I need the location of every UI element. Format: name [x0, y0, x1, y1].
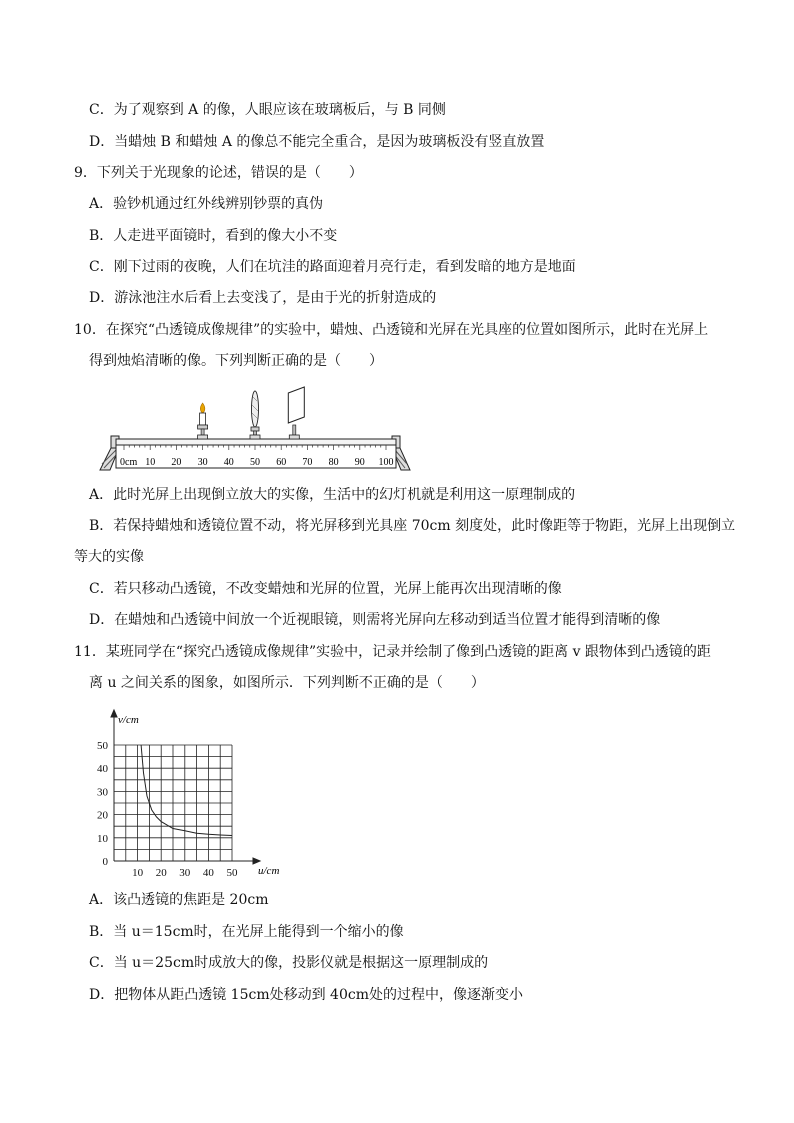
q9-stem: 9．下列关于光现象的论述，错误的是（ ） — [74, 165, 363, 181]
x-axis-label: u/cm — [258, 865, 280, 877]
bench-scale-label: 100 — [378, 457, 394, 468]
q10-option-b-line2: 等大的实像 — [74, 549, 144, 565]
q10-stem-line2: 得到烛焰清晰的像。下列判断正确的是（ ） — [89, 353, 383, 369]
q10-option-a: A．此时光屏上出现倒立放大的实像，生活中的幻灯机就是利用这一原理制成的 — [89, 487, 576, 503]
q10-option-c: C．若只移动凸透镜，不改变蜡烛和光屏的位置，光屏上能再次出现清晰的像 — [89, 581, 562, 597]
q9-option-d: D．游泳池注水后看上去变浅了，是由于光的折射造成的 — [89, 290, 437, 306]
x-axis-arrow-icon — [253, 858, 260, 864]
flame-icon — [200, 403, 205, 413]
v-u-curve — [141, 745, 232, 836]
q9-option-a: A．验钞机通过红外线辨别钞票的真伪 — [89, 196, 324, 212]
y-tick-label: 40 — [97, 763, 108, 776]
q10-stem-line1: 10．在探究“凸透镜成像规律”的实验中，蜡烛、凸透镜和光屏在光具座的位置如图所示，此时在光屏上 — [74, 322, 709, 338]
x-tick-label: 40 — [202, 867, 214, 879]
y-tick-label: 0 — [102, 856, 108, 868]
bench-unit-label: 0cm — [120, 457, 138, 468]
bench-scale-label: 60 — [276, 457, 287, 468]
q10-option-d: D．在蜡烛和凸透镜中间放一个近视眼镜，则需将光屏向左移动到适当位置才能得到清晰的像 — [89, 612, 661, 628]
x-tick-label: 10 — [132, 867, 144, 879]
x-tick-label: 50 — [226, 867, 238, 879]
bench-scale-label: 50 — [250, 457, 260, 468]
bench-scale-label: 70 — [302, 457, 313, 468]
convex-lens — [250, 391, 260, 439]
x-tick-label: 30 — [179, 867, 191, 879]
q8-option-d: D．当蜡烛 B 和蜡烛 A 的像总不能完全重合，是因为玻璃板没有竖直放置 — [89, 134, 545, 150]
v-u-graph — [90, 704, 290, 884]
bench-scale-label: 80 — [328, 457, 339, 468]
x-tick-labels — [132, 867, 238, 879]
q11-option-a: A．该凸透镜的焦距是 20cm — [89, 892, 269, 908]
graph-grid — [114, 745, 232, 861]
q10-option-b-line1: B．若保持蜡烛和透镜位置不动，将光屏移到光具座 70cm 刻度处，此时像距等于物距，光屏上出现倒立 — [89, 518, 736, 534]
bench-scale-label: 40 — [223, 457, 234, 468]
q11-option-d: D．把物体从距凸透镜 15cm处移动到 40cm处的过程中，像逐渐变小 — [89, 987, 523, 1003]
y-tick-label: 20 — [97, 809, 108, 822]
light-screen — [288, 387, 304, 439]
q11-stem-line2: 离 u 之间关系的图象，如图所示．下列判断不正确的是（ ） — [89, 675, 485, 691]
bench-scale-label: 30 — [197, 457, 208, 468]
q8-option-c: C．为了观察到 A 的像，人眼应该在玻璃板后，与 B 同侧 — [89, 102, 446, 118]
q11-option-b: B．当 u＝15cm时，在光屏上能得到一个缩小的像 — [89, 924, 404, 940]
optical-bench-figure — [96, 384, 416, 476]
bench-rail — [116, 439, 396, 445]
y-axis-arrow-icon — [111, 710, 117, 717]
bench-scale-label: 10 — [145, 457, 156, 468]
graph-axes — [111, 710, 260, 864]
y-tick-labels — [97, 740, 109, 868]
bench-scale-label: 90 — [354, 457, 365, 468]
y-axis-label: v/cm — [118, 714, 139, 726]
q9-option-b: B．人走进平面镜时，看到的像大小不变 — [89, 228, 338, 244]
y-tick-label: 30 — [97, 786, 108, 799]
q11-option-c: C．当 u＝25cm时成放大的像，投影仪就是根据这一原理制成的 — [89, 955, 489, 971]
q11-stem-line1: 11．某班同学在“探究凸透镜成像规律”实验中，记录并绘制了像到凸透镜的距离 v 跟物体到凸透镜的距 — [74, 644, 711, 660]
candle — [198, 403, 208, 439]
bench-scale-label: 20 — [171, 457, 182, 468]
y-tick-label: 10 — [97, 832, 108, 845]
y-tick-label: 50 — [97, 740, 108, 752]
x-tick-label: 20 — [155, 867, 167, 879]
q9-option-c: C．刚下过雨的夜晚，人们在坑洼的路面迎着月亮行走，看到发暗的地方是地面 — [89, 259, 576, 275]
